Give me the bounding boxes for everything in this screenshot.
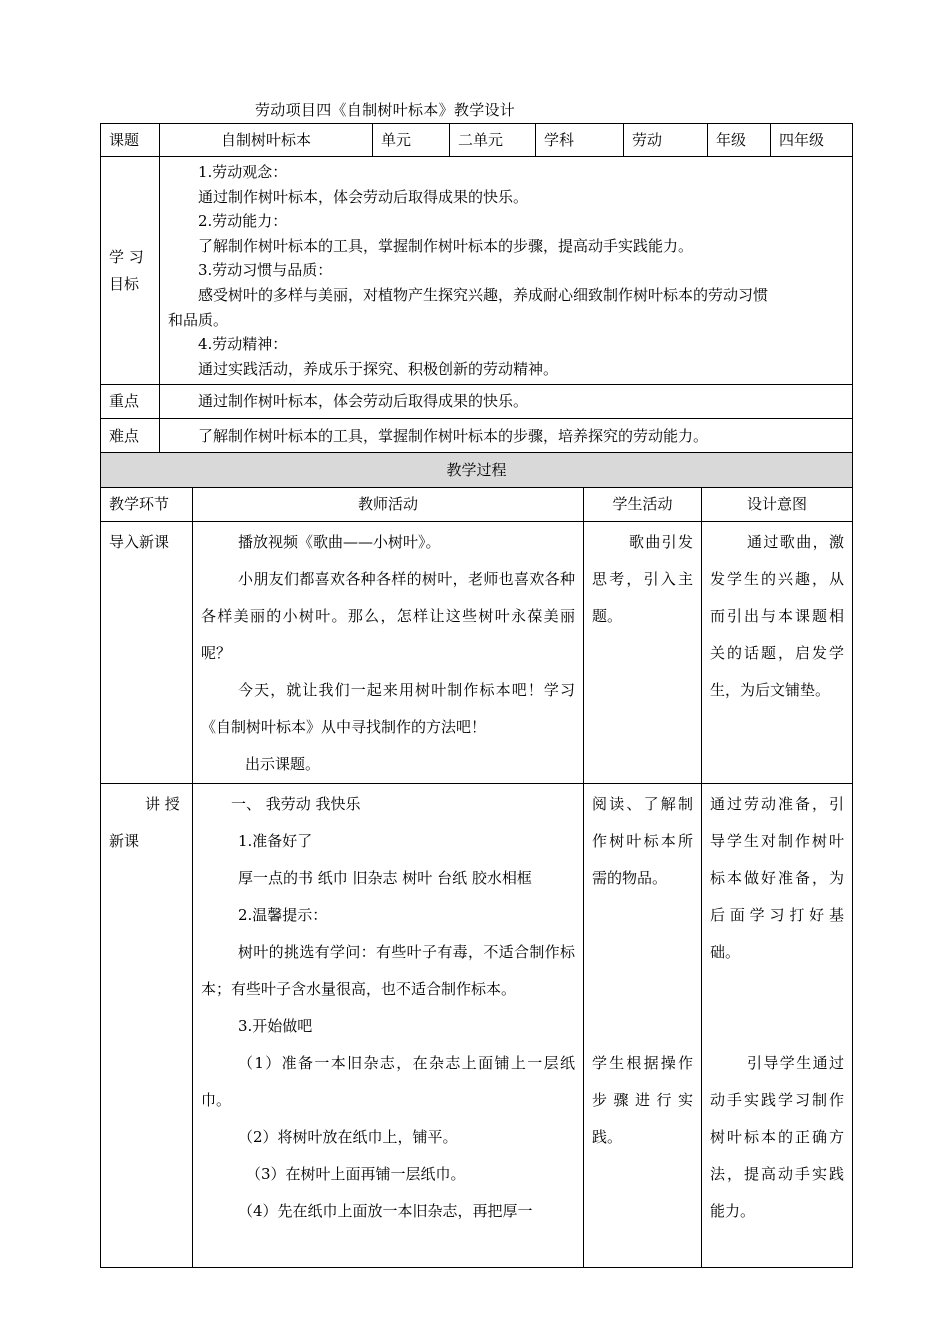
objectives-content bbox=[160, 157, 853, 385]
process-table bbox=[100, 452, 853, 1268]
teacher-line: （3）在树叶上面再铺一层纸巾。 bbox=[246, 1165, 466, 1183]
objective-line: 1.劳动观念： bbox=[198, 163, 288, 181]
lesson-student bbox=[584, 784, 702, 1268]
objectives-label-line: 学 习 bbox=[109, 247, 144, 266]
grade-label: 年级 bbox=[708, 124, 771, 157]
subject-label: 学科 bbox=[536, 124, 624, 157]
teacher-line: 一、 我劳动 我快乐 bbox=[231, 795, 361, 813]
process-title: 教学过程 bbox=[101, 453, 853, 488]
teacher-line: 树叶的挑选有学问：有些叶子有毒，不适合制作标本；有些叶子含水量很高，也不适合制作标本。 bbox=[201, 943, 575, 998]
key-point-label: 重点 bbox=[101, 385, 160, 419]
lesson-stage-text: 讲 授 bbox=[145, 795, 180, 813]
unit-label: 单元 bbox=[373, 124, 450, 157]
topic-label: 课题 bbox=[101, 124, 160, 157]
objective-line: 3.劳动习惯与品质： bbox=[198, 261, 333, 280]
teacher-line: （4）先在纸巾上面放一本旧杂志，再把厚一 bbox=[238, 1202, 533, 1220]
teacher-line: （1）准备一本旧杂志，在杂志上面铺上一层纸巾。 bbox=[201, 1054, 575, 1109]
teacher-line: 今天，就让我们一起来用树叶制作标本吧！学习《自制树叶标本》从中寻找制作的方法吧！ bbox=[201, 681, 575, 736]
difficulty-label: 难点 bbox=[101, 419, 160, 455]
lesson-row bbox=[101, 784, 853, 1268]
teacher-line: 播放视频《歌曲——小树叶》。 bbox=[238, 533, 441, 551]
student-text: 歌曲引发思考，引入主题。 bbox=[592, 533, 693, 625]
lesson-design bbox=[702, 784, 853, 1268]
teacher-line: 厚一点的书 纸巾 旧杂志 树叶 台纸 胶水相框 bbox=[238, 869, 532, 887]
design-text: 通过劳动准备，引导学生对制作树叶标本做好准备，为后面学习打好基础。 bbox=[710, 795, 845, 961]
objective-line: 和品质。 bbox=[168, 310, 229, 329]
unit-value: 二单元 bbox=[450, 124, 536, 157]
difficulty-row bbox=[101, 419, 853, 455]
objective-line: 通过制作树叶标本，体会劳动后取得成果的快乐。 bbox=[198, 187, 529, 206]
student-text: 阅读、了解制作树叶标本所需的物品。 bbox=[592, 795, 693, 887]
teacher-line: 出示课题。 bbox=[245, 755, 321, 773]
process-header-row bbox=[101, 488, 853, 522]
difficulty-text: 了解制作树叶标本的工具，掌握制作树叶标本的步骤，培养探究的劳动能力。 bbox=[160, 419, 853, 455]
objective-line: 感受树叶的多样与美丽，对植物产生探究兴趣，养成耐心细致制作树叶标本的劳动习惯 bbox=[198, 285, 769, 304]
objective-line: 通过实践活动，养成乐于探究、积极创新的劳动精神。 bbox=[198, 359, 559, 378]
info-row bbox=[101, 124, 853, 157]
teacher-line: 1.准备好了 bbox=[238, 832, 313, 850]
process-title-row bbox=[101, 453, 853, 488]
objective-line: 了解制作树叶标本的工具，掌握制作树叶标本的步骤，提高动手实践能力。 bbox=[198, 236, 694, 255]
topic-value: 自制树叶标本 bbox=[160, 124, 373, 157]
intro-student bbox=[584, 522, 702, 784]
lesson-stage bbox=[101, 784, 193, 1268]
key-point-text: 通过制作树叶标本，体会劳动后取得成果的快乐。 bbox=[160, 385, 853, 419]
header-teacher: 教师活动 bbox=[193, 488, 584, 522]
intro-row bbox=[101, 522, 853, 784]
header-student: 学生活动 bbox=[584, 488, 702, 522]
teacher-line: 2.温馨提示： bbox=[238, 906, 328, 924]
info-table bbox=[100, 123, 853, 455]
grade-value: 四年级 bbox=[771, 124, 853, 157]
page-title: 劳动项目四《自制树叶标本》教学设计 bbox=[255, 101, 516, 119]
design-text: 通过歌曲，激发学生的兴趣，从而引出与本课题相关的话题，启发学生，为后文铺垫。 bbox=[710, 533, 845, 699]
design-text: 引导学生通过动手实践学习制作树叶标本的正确方法，提高动手实践能力。 bbox=[710, 1054, 845, 1220]
teacher-line: 小朋友们都喜欢各种各样的树叶，老师也喜欢各种各样美丽的小树叶。那么，怎样让这些树叶永葆美丽呢？ bbox=[201, 570, 575, 662]
header-stage: 教学环节 bbox=[101, 488, 193, 522]
teacher-line: （2）将树叶放在纸巾上，铺平。 bbox=[238, 1128, 458, 1146]
header-design: 设计意图 bbox=[702, 488, 853, 522]
teacher-line: 3.开始做吧 bbox=[238, 1017, 313, 1035]
intro-stage-text: 导入新课 bbox=[109, 533, 170, 551]
objective-line: 4.劳动精神： bbox=[198, 335, 288, 354]
lesson-stage-text: 新课 bbox=[109, 832, 140, 850]
objectives-row bbox=[101, 157, 853, 385]
lesson-teacher bbox=[193, 784, 584, 1268]
key-point-row bbox=[101, 385, 853, 419]
intro-stage bbox=[101, 522, 193, 784]
objectives-label bbox=[101, 157, 160, 385]
objective-line: 2.劳动能力： bbox=[198, 212, 288, 231]
objectives-label-line: 目标 bbox=[109, 274, 140, 293]
student-text: 学生根据操作步骤进行实践。 bbox=[592, 1054, 693, 1146]
intro-design bbox=[702, 522, 853, 784]
intro-teacher bbox=[193, 522, 584, 784]
subject-value: 劳动 bbox=[624, 124, 708, 157]
